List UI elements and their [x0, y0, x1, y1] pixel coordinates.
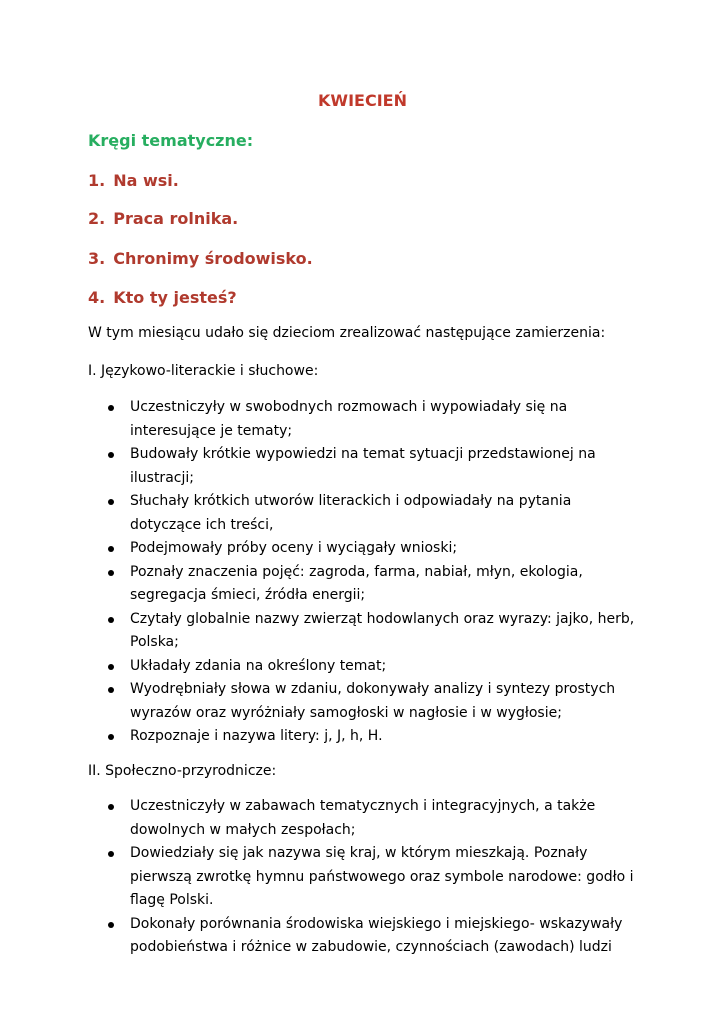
list-item-text: Budowały krótkie wypowiedzi na temat sytuacji przedstawionej na ilustracji; [130, 446, 596, 486]
bullet-icon [108, 734, 114, 740]
bullet-icon [108, 499, 114, 505]
section-heading-social: II. Społeczno-przyrodnicze: [88, 763, 277, 779]
list-item [106, 537, 646, 561]
list-item-text: Uczestniczyły w swobodnych rozmowach i wypowiadały się na interesujące je tematy; [130, 399, 568, 439]
list-item [106, 725, 646, 749]
list-item [106, 561, 646, 608]
topic-label: Chronimy środowisko. [113, 249, 313, 268]
bullet-icon [108, 617, 114, 623]
bullet-icon [108, 546, 114, 552]
topic-number: 2. [88, 209, 106, 228]
list-item-text: Podejmowały próby oceny i wyciągały wnioski; [130, 540, 458, 556]
list-item [106, 608, 646, 655]
section-heading-language: I. Językowo-literackie i słuchowe: [88, 363, 319, 379]
list-item [106, 795, 646, 842]
topic-item [88, 170, 179, 192]
topic-label: Na wsi. [113, 171, 179, 190]
topic-number: 3. [88, 249, 106, 268]
bullet-icon [108, 922, 114, 928]
bullet-list-language [106, 396, 646, 749]
list-item [106, 443, 646, 490]
bullet-icon [108, 804, 114, 810]
list-item-text: Słuchały krótkich utworów literackich i odpowiadały na pytania dotyczące ich treści, [130, 493, 572, 533]
topic-number: 1. [88, 171, 106, 190]
topic-item [88, 208, 238, 230]
bullet-icon [108, 405, 114, 411]
topic-label: Praca rolnika. [113, 209, 239, 228]
intro-paragraph: W tym miesiącu udało się dzieciom zrealizować następujące zamierzenia: [88, 325, 606, 341]
topic-number: 4. [88, 288, 106, 307]
list-item-text: Dowiedziały się jak nazywa się kraj, w którym mieszkają. Poznały pierwszą zwrotkę hymnu państwowego oraz symbole narodowe: godło i flagę Polski. [130, 845, 634, 908]
bullet-list-social [106, 795, 646, 960]
list-item-text: Dokonały porównania środowiska wiejskiego i miejskiego- wskazywały podobieństwa i różnice w zabudowie, czynnościach (zawodach) ludzi [130, 915, 623, 955]
list-item [106, 655, 646, 679]
list-item [106, 396, 646, 443]
bullet-icon [108, 570, 114, 576]
list-item [106, 842, 646, 913]
bullet-icon [108, 664, 114, 670]
bullet-icon [108, 851, 114, 857]
bullet-icon [108, 452, 114, 458]
list-item-text: Rozpoznaje i nazywa litery: j, J, h, H. [130, 728, 383, 744]
list-item-text: Uczestniczyły w zabawach tematycznych i integracyjnych, a także dowolnych w małych zespołach; [130, 798, 596, 838]
list-item [106, 913, 646, 960]
topic-item [88, 248, 313, 270]
bullet-icon [108, 687, 114, 693]
list-item-text: Czytały globalnie nazwy zwierząt hodowlanych oraz wyrazy: jajko, herb, Polska; [130, 610, 635, 650]
topic-label: Kto ty jesteś? [113, 288, 237, 307]
themes-heading: Kręgi tematyczne: [88, 131, 254, 150]
list-item-text: Układały zdania na określony temat; [130, 657, 387, 674]
document-title: KWIECIEŃ [318, 91, 407, 110]
list-item-text: Poznały znaczenia pojęć: zagroda, farma, nabiał, młyn, ekologia, segregacja śmieci, źródła energii; [130, 563, 583, 603]
topic-item [88, 287, 237, 309]
list-item-text: Wyodrębniały słowa w zdaniu, dokonywały analizy i syntezy prostych wyrazów oraz wyróżniały samogłoski w nagłosie i w wygłosie; [130, 681, 616, 721]
list-item [106, 490, 646, 537]
list-item [106, 678, 646, 725]
